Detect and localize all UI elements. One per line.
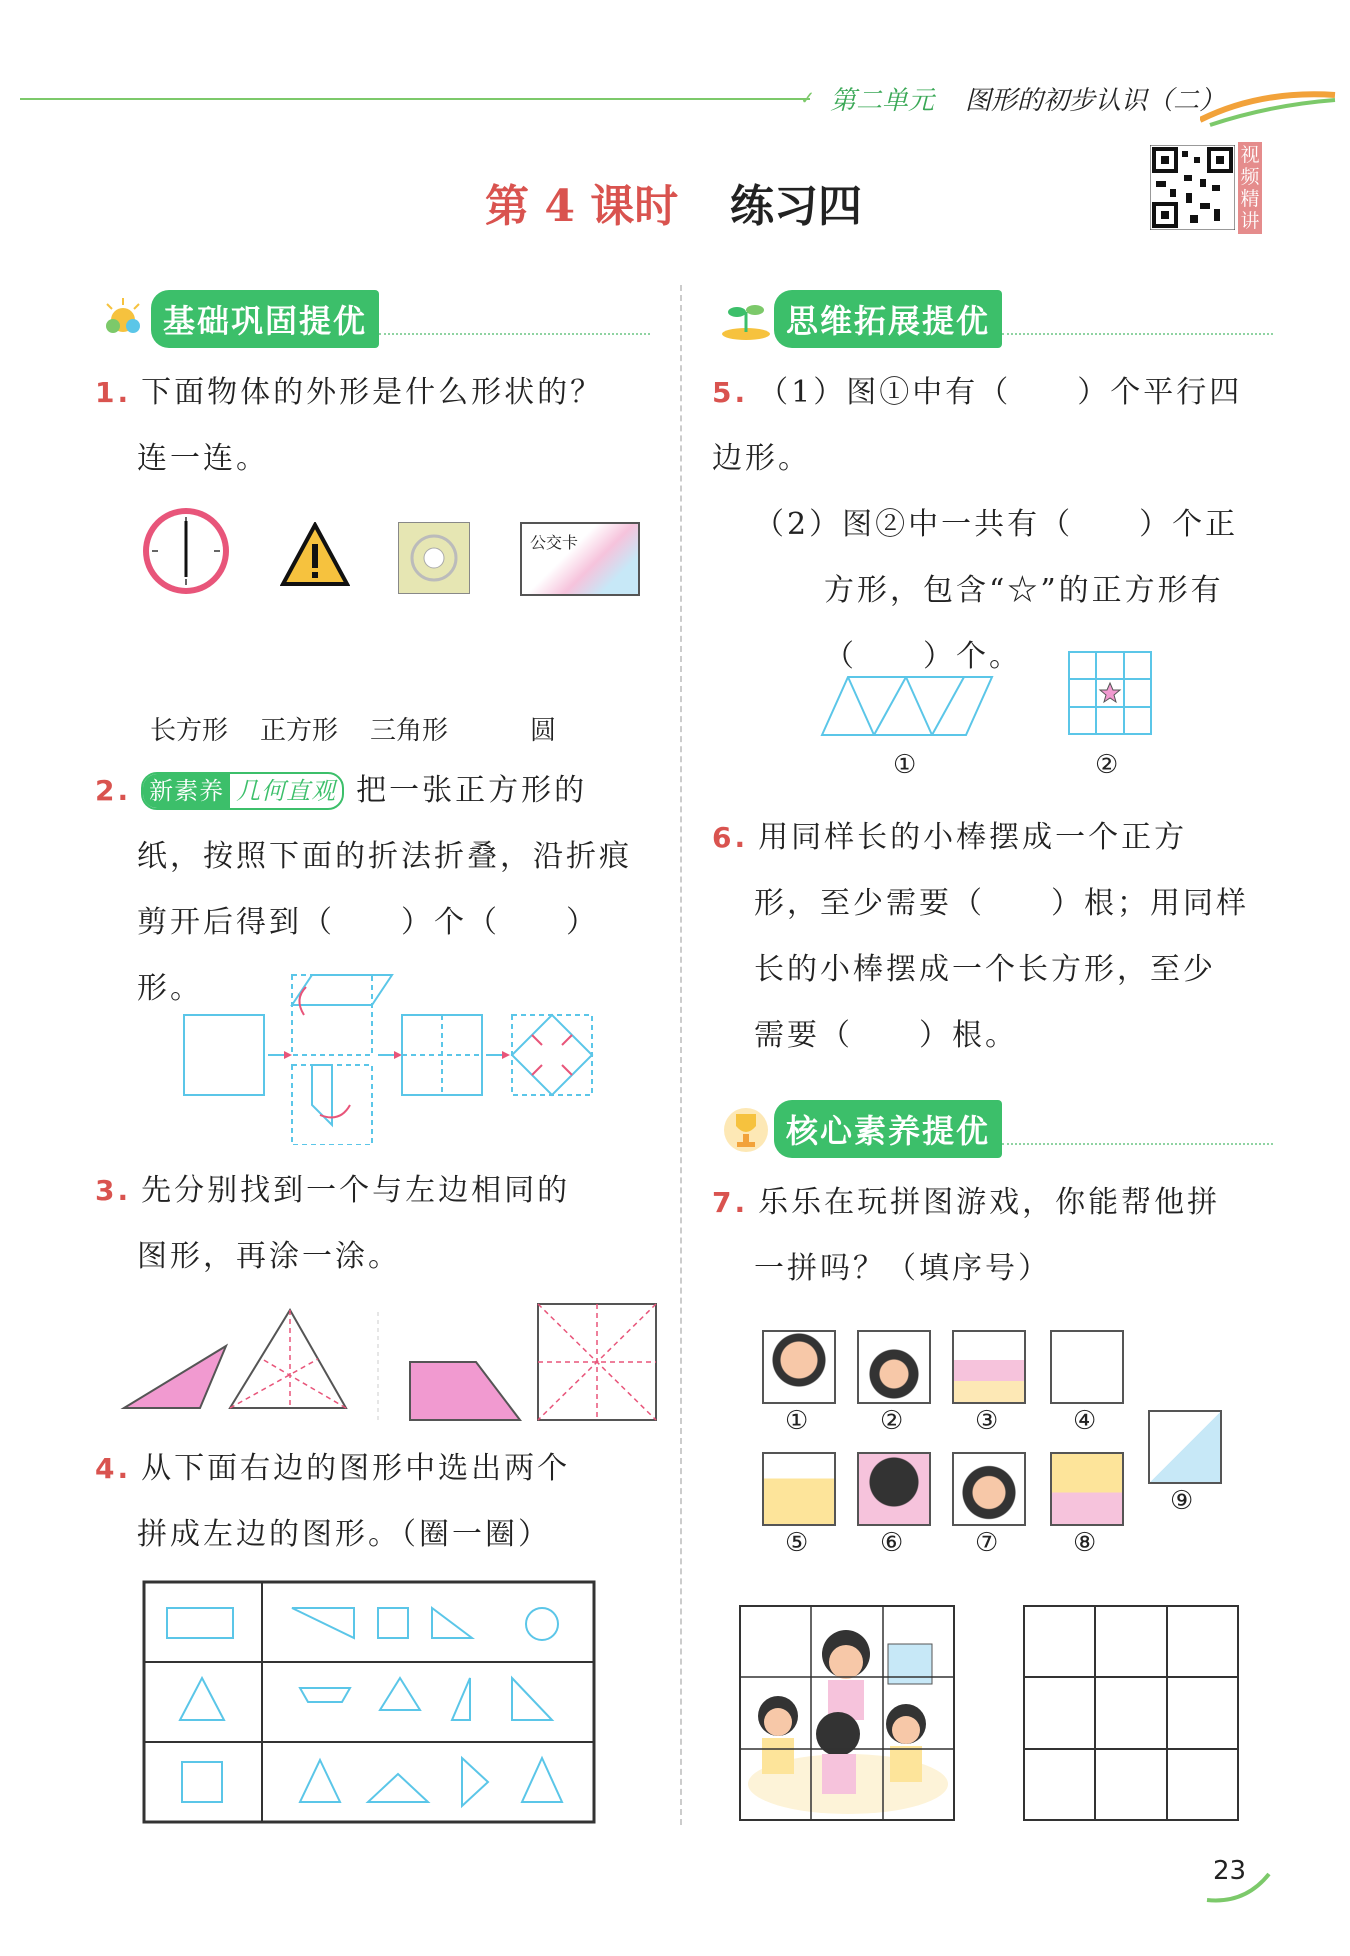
piece-label-8: ⑧ bbox=[1073, 1528, 1097, 1558]
q1 bbox=[95, 360, 655, 492]
puzzle-piece-3 bbox=[952, 1330, 1026, 1404]
q2-tag-sub: 几何直观 bbox=[236, 777, 337, 805]
sun-flower-icon bbox=[95, 294, 151, 344]
q4 bbox=[95, 1436, 655, 1568]
q2-number: 2. bbox=[95, 774, 132, 807]
piece-label-4: ④ bbox=[1073, 1406, 1097, 1436]
piece-label-3: ③ bbox=[975, 1406, 999, 1436]
q5-line4: （ ）个。 bbox=[824, 639, 1022, 674]
star-icon bbox=[1100, 683, 1120, 702]
piece-label-5: ⑤ bbox=[785, 1528, 809, 1558]
q7-line2: 一拼吗？（填序号） bbox=[754, 1251, 1051, 1286]
q6-line4: 需要（ ）根。 bbox=[754, 1018, 1018, 1053]
q3-line2: 图形，再涂一涂。 bbox=[137, 1239, 401, 1274]
piece-label-1: ① bbox=[785, 1406, 809, 1436]
qr-code-icon[interactable] bbox=[1150, 145, 1235, 230]
column-divider bbox=[680, 285, 682, 1825]
q7 bbox=[712, 1170, 1272, 1302]
lesson-title: 练习四 bbox=[730, 181, 862, 232]
page-swoosh-icon bbox=[1205, 1870, 1275, 1906]
q6 bbox=[712, 805, 1272, 1069]
header-unit: 第二单元 bbox=[830, 86, 935, 116]
q1-number: 1. bbox=[95, 376, 132, 409]
section-thinking bbox=[718, 290, 1273, 348]
lesson-number: 第 4 课时 bbox=[485, 181, 679, 232]
q4-number: 4. bbox=[95, 1452, 132, 1485]
q2-tag-main: 新素养 bbox=[143, 774, 230, 808]
shape-label-circle: 圆 bbox=[530, 716, 557, 746]
bus-card-text: 公交卡 bbox=[530, 533, 579, 552]
puzzle-piece-2 bbox=[857, 1330, 931, 1404]
q2-tag bbox=[141, 772, 344, 810]
q5-label-1: ① bbox=[893, 750, 917, 780]
completed-puzzle bbox=[738, 1604, 956, 1822]
puzzle-piece-4 bbox=[1050, 1330, 1124, 1404]
q2-line1: 把一张正方形的 bbox=[356, 773, 588, 808]
q2-line3: 剪开后得到（ ）个（ ）形。 bbox=[137, 905, 599, 1006]
shape-label-rectangle: 长方形 bbox=[150, 716, 229, 746]
q5-number: 5. bbox=[712, 376, 749, 409]
q7-line1: 乐乐在玩拼图游戏，你能帮他拼 bbox=[758, 1185, 1221, 1220]
qr-label: 视频精讲 bbox=[1238, 142, 1262, 234]
piece-label-7: ⑦ bbox=[975, 1528, 999, 1558]
puzzle-piece-8 bbox=[1050, 1452, 1124, 1526]
q2-line2: 纸，按照下面的折法折叠，沿折痕 bbox=[137, 839, 632, 874]
section-basic bbox=[95, 290, 650, 348]
q7-number: 7. bbox=[712, 1186, 749, 1219]
answer-grid[interactable] bbox=[1022, 1604, 1240, 1822]
piece-label-9: ⑨ bbox=[1170, 1486, 1194, 1516]
section-core-title: 核心素养提优 bbox=[774, 1100, 1002, 1158]
q3 bbox=[95, 1158, 655, 1290]
q4-line1: 从下面右边的图形中选出两个 bbox=[141, 1451, 571, 1486]
puzzle-piece-5 bbox=[762, 1452, 836, 1526]
sprout-icon bbox=[718, 294, 774, 344]
square-tile-icon bbox=[398, 522, 470, 594]
header-swoosh-icon bbox=[1200, 80, 1340, 130]
q5 bbox=[712, 360, 1272, 690]
q1-line2: 连一连。 bbox=[137, 441, 269, 476]
q6-number: 6. bbox=[712, 821, 749, 854]
q5-line1: （1）图①中有（ ）个平行四边形。 bbox=[712, 375, 1243, 476]
page-number: 23 bbox=[1213, 1856, 1247, 1886]
clock-icon bbox=[140, 505, 232, 597]
puzzle-piece-9 bbox=[1148, 1410, 1222, 1484]
puzzle-piece-1 bbox=[762, 1330, 836, 1404]
q4-table bbox=[142, 1580, 597, 1825]
puzzle-piece-7 bbox=[952, 1452, 1026, 1526]
bus-card bbox=[520, 522, 640, 596]
q5-triangle-strip bbox=[820, 675, 995, 737]
q3-line1: 先分别找到一个与左边相同的 bbox=[141, 1173, 571, 1208]
piece-label-6: ⑥ bbox=[880, 1528, 904, 1558]
q3-number: 3. bbox=[95, 1174, 132, 1207]
header-arrow-icon: ✓ bbox=[800, 88, 816, 109]
section-core bbox=[718, 1100, 1273, 1158]
header-topic: 图形的初步认识（二） bbox=[965, 86, 1226, 116]
header-rule bbox=[20, 98, 810, 100]
puzzle-piece-6 bbox=[857, 1452, 931, 1526]
q6-line2: 形，至少需要（ ）根；用同样 bbox=[754, 886, 1249, 921]
section-thinking-title: 思维拓展提优 bbox=[774, 290, 1002, 348]
q1-shape-labels bbox=[150, 710, 620, 747]
q6-line3: 长的小棒摆成一个长方形，至少 bbox=[754, 952, 1216, 987]
q3-shapes bbox=[120, 1300, 660, 1425]
q6-line1: 用同样长的小棒摆成一个正方 bbox=[758, 820, 1188, 855]
trophy-icon bbox=[718, 1104, 774, 1154]
piece-label-2: ② bbox=[880, 1406, 904, 1436]
shape-label-square: 正方形 bbox=[260, 716, 339, 746]
q4-line2: 拼成左边的图形。（圈一圈） bbox=[137, 1517, 551, 1552]
q5-label-2: ② bbox=[1095, 750, 1119, 780]
fold-diagram bbox=[180, 965, 600, 1145]
q5-grid bbox=[1067, 650, 1153, 736]
section-basic-title: 基础巩固提优 bbox=[151, 290, 379, 348]
q1-line1: 下面物体的外形是什么形状的？ bbox=[141, 375, 604, 410]
q5-line3: 方形，包含“☆”的正方形有 bbox=[824, 573, 1224, 608]
warning-sign-icon bbox=[280, 522, 350, 587]
q5-line2: （2）图②中一共有（ ）个正 bbox=[754, 507, 1239, 542]
shape-label-triangle: 三角形 bbox=[370, 716, 449, 746]
